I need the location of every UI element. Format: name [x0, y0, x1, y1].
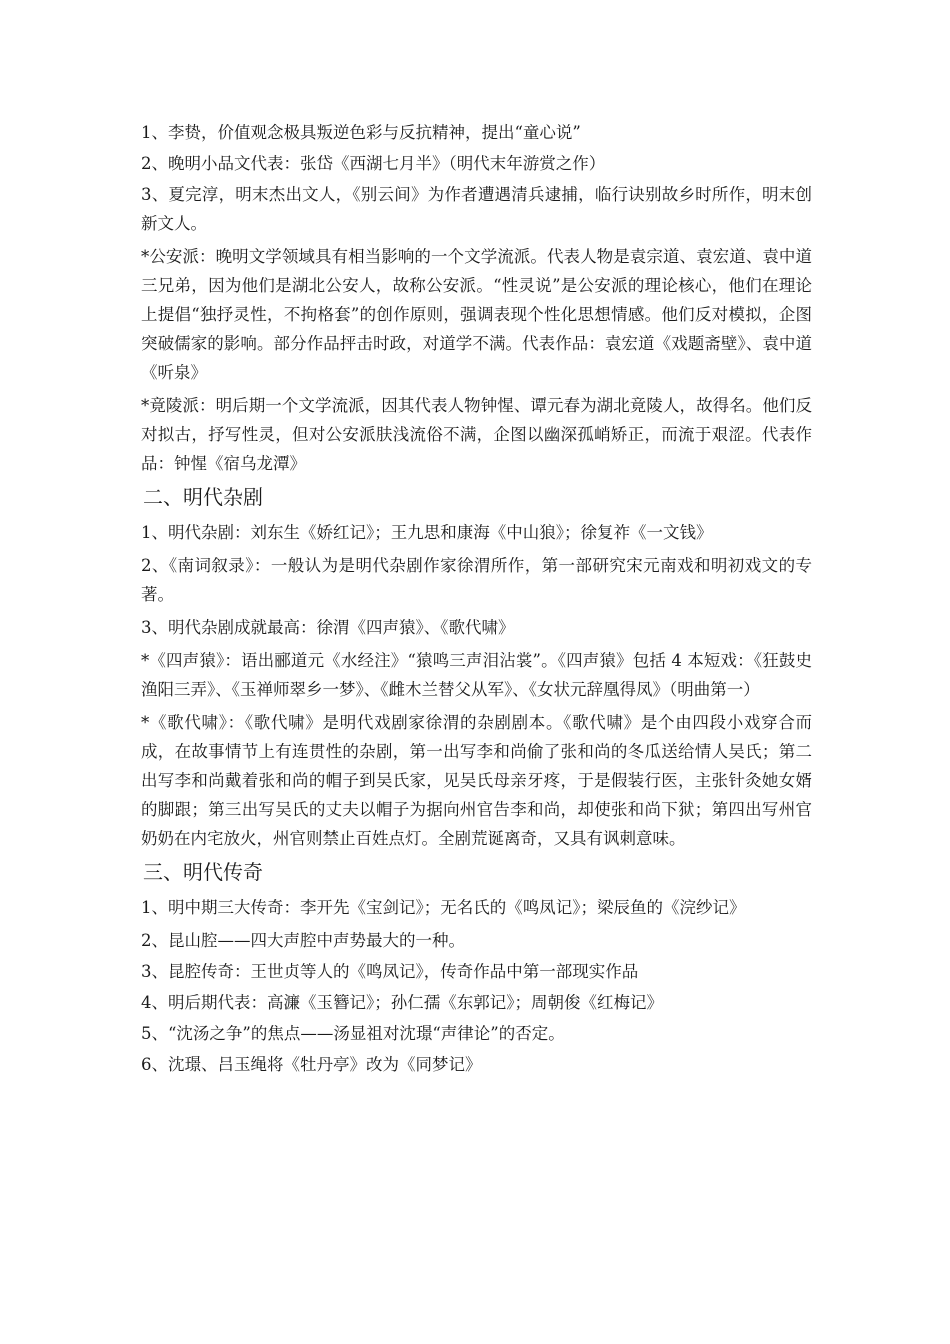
list-item: 6、沈璟、吕玉绳将《牡丹亭》改为《同梦记》	[141, 1055, 482, 1074]
section-heading-ming-zaju: 二、明代杂剧	[143, 485, 263, 509]
section-late-ming-literature	[141, 118, 812, 478]
list-item: 3、夏完淳，明末杰出文人，《别云间》为作者遭遇清兵逮捕，临行诀别故乡时所作，明末创新文人。	[141, 185, 812, 233]
list-item: 2、《南词叙录》：一般认为是明代杂剧作家徐渭所作，第一部研究宋元南戏和明初戏文的专著。	[141, 556, 812, 604]
section-ming-chuanqi	[141, 893, 812, 1079]
list-item: 3、昆腔传奇：王世贞等人的《鸣凤记》，传奇作品中第一部现实作品	[141, 962, 639, 981]
list-item: 2、晚明小品文代表：张岱《西湖七月半》（明代末年游赏之作）	[141, 154, 606, 173]
list-item: 1、明中期三大传奇：李开先《宝剑记》；无名氏的《鸣凤记》；梁辰鱼的《浣纱记》	[141, 898, 746, 917]
section-heading-ming-chuanqi: 三、明代传奇	[143, 860, 263, 884]
list-item: 3、明代杂剧成就最高：徐渭《四声猿》、《歌代啸》	[141, 618, 515, 637]
list-item: 5、“沈汤之争”的焦点——汤显祖对沈璟“声律论”的否定。	[141, 1024, 565, 1043]
list-item: *竟陵派：明后期一个文学流派，因其代表人物钟惺、谭元春为湖北竟陵人，故得名。他们反对拟古，抒写性灵，但对公安派肤浅流俗不满，企图以幽深孤峭矫正，而流于艰涩。代表作品：钟惺《宿乌龙潭》	[141, 396, 812, 473]
list-item: 1、李贽，价值观念极具叛逆色彩与反抗精神，提出“童心说”	[141, 123, 581, 142]
list-item: *《歌代啸》：《歌代啸》是明代戏剧家徐渭的杂剧剧本。《歌代啸》是个由四段小戏穿合而成，在故事情节上有连贯性的杂剧，第一出写李和尚偷了张和尚的冬瓜送给情人吴氏；第二出写李和尚戴着张和尚的帽子到吴氏家，见吴氏母亲牙疼，于是假装行医，主张针灸她女婿的脚跟；第三出写吴氏的丈夫以帽子为据向州官告李和尚，却使张和尚下狱；第四出写州官奶奶在内宅放火，州官则禁止百姓点灯。全剧荒诞离奇，又具有讽刺意味。	[141, 713, 812, 848]
list-item: *《四声猿》：语出郦道元《水经注》“猿鸣三声泪沾裳”。《四声猿》包括 4 本短戏：《狂鼓史渔阳三弄》、《玉禅师翠乡一梦》、《雌木兰替父从军》、《女状元辞凰得凤》（明曲第一）	[141, 651, 812, 699]
list-item: 2、昆山腔——四大声腔中声势最大的一种。	[141, 931, 465, 950]
list-item: 1、明代杂剧：刘东生《娇红记》；王九思和康海《中山狼》；徐复祚《一文钱》	[141, 523, 713, 542]
section-ming-zaju	[141, 518, 812, 853]
list-item: *公安派：晚明文学领域具有相当影响的一个文学流派。代表人物是袁宗道、袁宏道、袁中道三兄弟，因为他们是湖北公安人，故称公安派。“性灵说”是公安派的理论核心，他们在理论上提倡“独抒灵性，不拘格套”的创作原则，强调表现个性化思想情感。他们反对模拟，企图突破儒家的影响。部分作品抨击时政，对道学不满。代表作品：袁宏道《戏题斋壁》、袁中道《听泉》	[141, 247, 812, 382]
list-item: 4、明后期代表：高濂《玉簪记》；孙仁孺《东郭记》；周朝俊《红梅记》	[141, 993, 663, 1012]
